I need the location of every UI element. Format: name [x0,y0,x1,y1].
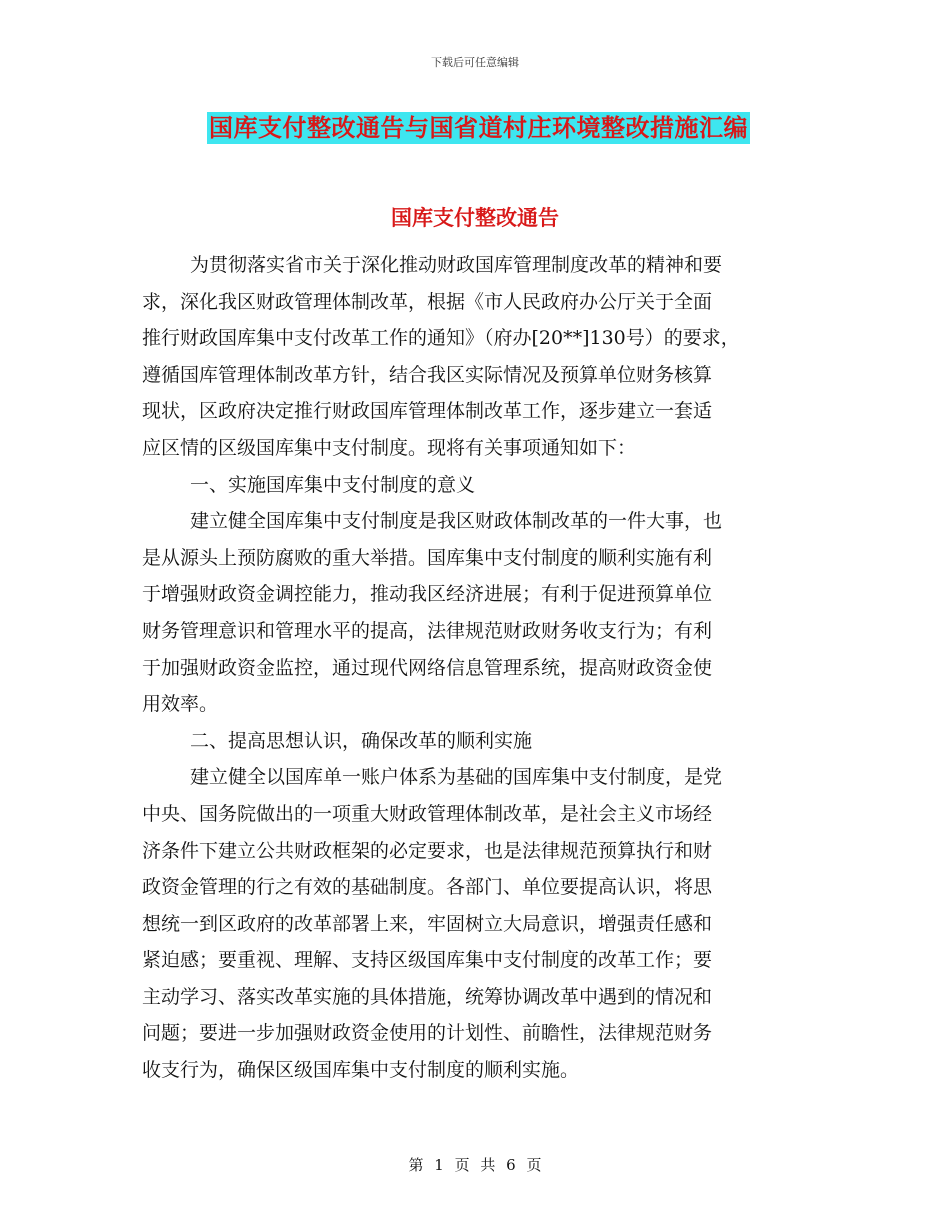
subsection-heading: 一、实施国库集中支付制度的意义 [190,473,476,496]
paragraph-line: 是从源头上预防腐败的重大举措。国库集中支付制度的顺利实施有利 [142,546,713,569]
document-title: 国库支付整改通告与国省道村庄环境整改措施汇编 [209,113,748,142]
paragraph-line: 推行财政国库集中支付改革工作的通知》（府办[20**]130号）的要求， [142,327,740,350]
paragraph-line: 问题；要进一步加强财政资金使用的计划性、前瞻性，法律规范财务 [142,1022,713,1045]
section-title: 国库支付整改通告 [391,205,559,230]
paragraph-line: 政资金管理的行之有效的基础制度。各部门、单位要提高认识，将思 [142,876,713,899]
paragraph-line: 建立健全国库集中支付制度是我区财政体制改革的一件大事，也 [190,510,723,533]
paragraph-line: 想统一到区政府的改革部署上来，牢固树立大局意识，增强责任感和 [142,912,713,935]
paragraph-line: 于加强财政资金监控，通过现代网络信息管理系统，提高财政资金使 [142,656,713,679]
paragraph-line: 应区情的区级国库集中支付制度。现将有关事项通知如下： [142,436,637,459]
paragraph-line: 用效率。 [142,693,219,716]
paragraph-line: 济条件下建立公共财政框架的必定要求，也是法律规范预算执行和财 [142,839,713,862]
body-text [142,247,822,1089]
paragraph-line: 财务管理意识和管理水平的提高，法律规范财政财务收支行为；有利 [142,619,713,642]
paragraph-line: 现状，区政府决定推行财政国库管理体制改革工作，逐步建立一套适 [142,400,713,423]
paragraph-line: 紧迫感；要重视、理解、支持区级国库集中支付制度的改革工作；要 [142,949,713,972]
subsection-heading: 二、提高思想认识，确保改革的顺利实施 [190,729,533,752]
paragraph-line: 遵循国库管理体制改革方针，结合我区实际情况及预算单位财务核算 [142,363,713,386]
paragraph-line: 主动学习、落实改革实施的具体措施，统筹协调改革中遇到的情况和 [142,985,713,1008]
page-footer: 第 1 页 共 6 页 [408,1156,542,1174]
paragraph-line: 收支行为，确保区级国库集中支付制度的顺利实施。 [142,1059,580,1082]
header-note: 下载后可任意编辑 [431,56,519,69]
paragraph-line: 于增强财政资金调控能力，推动我区经济进展；有利于促进预算单位 [142,583,713,606]
paragraph-line: 中央、国务院做出的一项重大财政管理体制改革，是社会主义市场经 [142,802,713,825]
paragraph-line: 求，深化我区财政管理体制改革，根据《市人民政府办公厅关于全面 [142,290,713,313]
paragraph-line: 为贯彻落实省市关于深化推动财政国库管理制度改革的精神和要 [190,254,723,276]
paragraph-line: 建立健全以国库单一账户体系为基础的国库集中支付制度，是党 [190,766,723,789]
